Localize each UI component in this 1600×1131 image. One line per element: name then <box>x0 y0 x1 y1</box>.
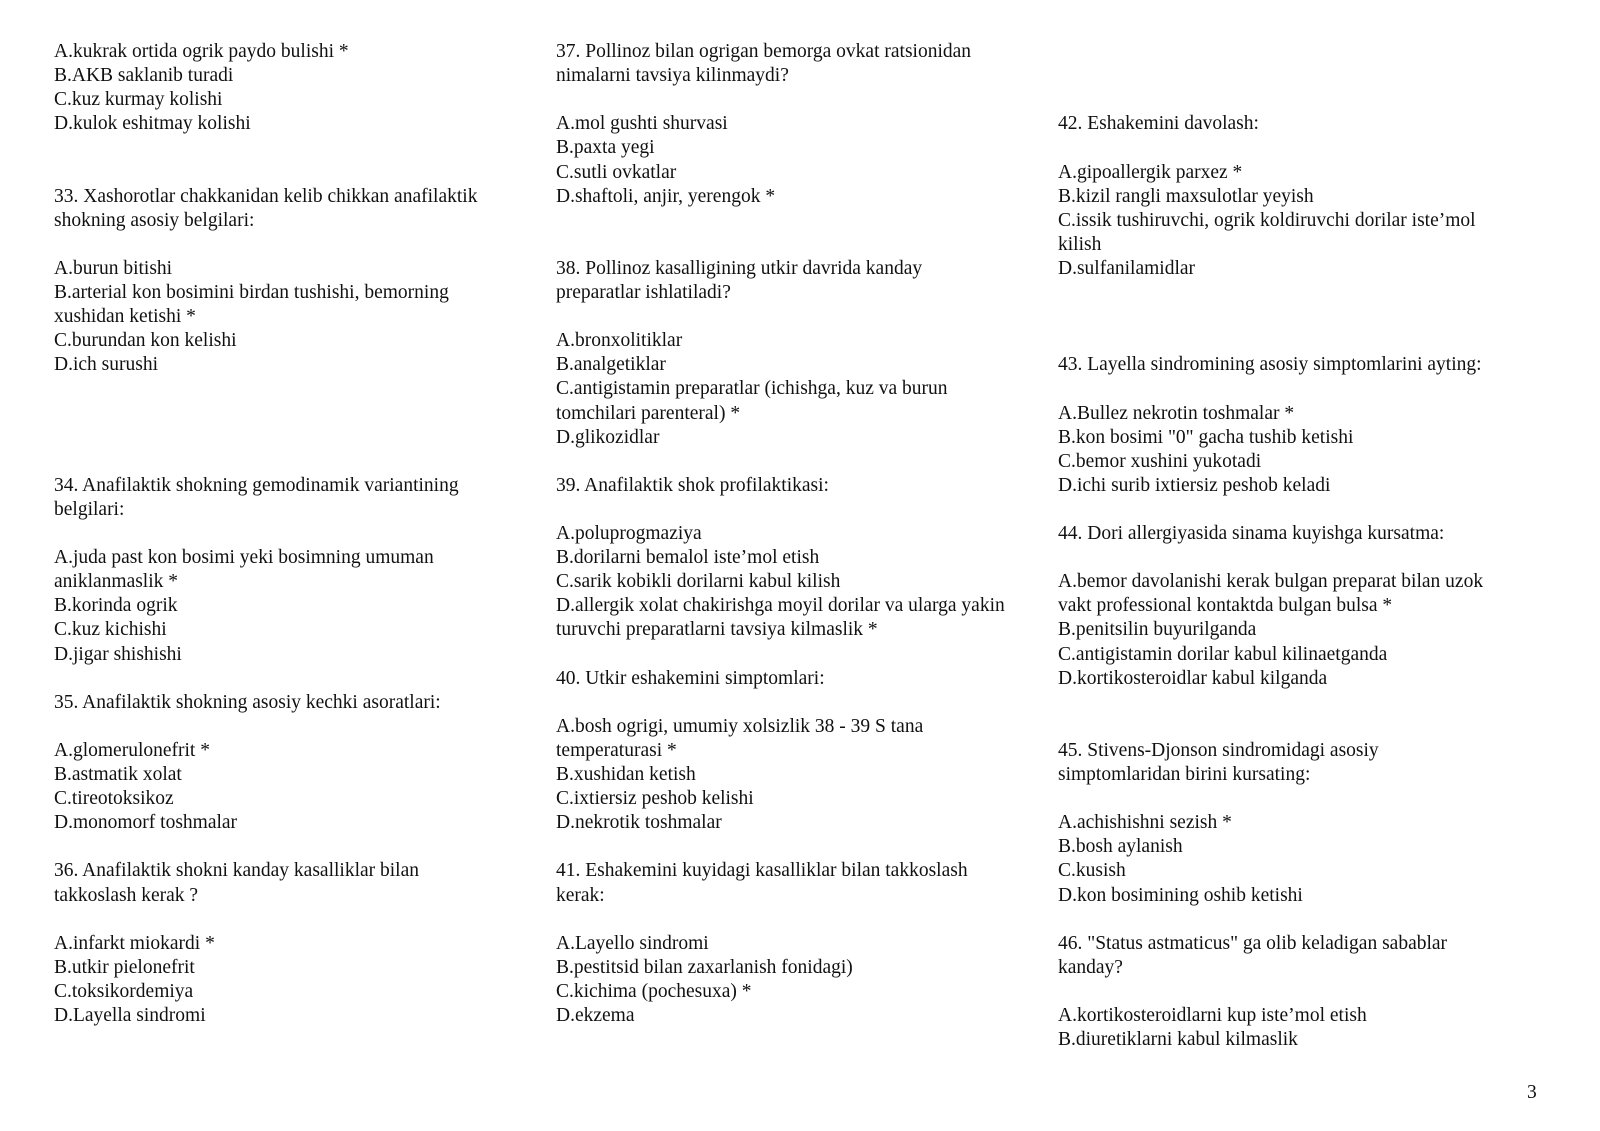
text-line: C.toksikordemiya <box>54 980 194 1002</box>
text-line: C.antigistamin dorilar kabul kilinaetganda <box>1058 643 1388 665</box>
text-line: C.sarik kobikli dorilarni kabul kilish <box>556 571 841 593</box>
text-line: preparatlar ishlatiladi? <box>556 282 731 303</box>
text-line: B.kon bosimi "0" gacha tushib ketishi <box>1058 426 1354 448</box>
text-line: C.bemor xushini yukotadi <box>1058 450 1262 472</box>
text-line: A.juda past kon bosimi yeki bosimning umuman <box>54 547 434 569</box>
text-line: D.shaftoli, anjir, yerengok * <box>556 185 776 207</box>
text-line: D.kon bosimining oshib ketishi <box>1058 884 1303 906</box>
text-line: A.bronxolitiklar <box>556 330 683 352</box>
text-line: kilish <box>1058 233 1102 255</box>
text-line: D.kulok eshitmay kolishi <box>54 113 251 135</box>
text-line: takkoslash kerak ? <box>54 884 199 906</box>
text-line: C.kuz kurmay kolishi <box>54 89 223 111</box>
text-line: B.AKB saklanib turadi <box>54 65 234 87</box>
text-line: C.ixtiersiz peshob kelishi <box>556 788 754 810</box>
text-line: B.analgetiklar <box>556 354 666 376</box>
text-line: D.jigar shishishi <box>54 643 182 665</box>
text-line: C.antigistamin preparatlar (ichishga, kuz va burun <box>556 378 948 400</box>
text-line: B.arterial kon bosimini birdan tushishi, bemorning <box>54 282 449 303</box>
text-line: A.bemor davolanishi kerak bulgan preparat bilan uzok <box>1058 571 1484 593</box>
text-line: D.Layella sindromi <box>54 1005 206 1026</box>
text-line: B.korinda ogrik <box>54 595 178 617</box>
text-line: A.burun bitishi <box>54 257 173 279</box>
text-line: B.pestitsid bilan zaxarlanish fonidagi) <box>556 956 853 978</box>
text-line: C.burundan kon kelishi <box>54 330 237 352</box>
text-line: A.kortikosteroidlarni kup iste’mol etish <box>1058 1005 1367 1026</box>
text-line: xushidan ketishi * <box>54 306 196 328</box>
text-line: temperaturasi * <box>556 739 677 761</box>
text-line: kerak: <box>556 884 605 906</box>
text-line: C.issik tushiruvchi, ogrik koldiruvchi dorilar iste’mol <box>1058 209 1476 231</box>
text-line: C.kichima (pochesuxa) * <box>556 980 752 1002</box>
text-line: A.poluprogmaziya <box>556 523 702 544</box>
text-line: 37. Pollinoz bilan ogrigan bemorga ovkat ratsionidan <box>556 41 972 62</box>
text-line: 38. Pollinoz kasalligining utkir davrida kanday <box>556 257 923 279</box>
text-line: C.sutli ovkatlar <box>556 161 677 183</box>
text-line: 44. Dori allergiyasida sinama kuyishga kursatma: <box>1058 523 1445 544</box>
text-line: 35. Anafilaktik shokning asosiy kechki asoratlari: <box>54 691 441 713</box>
text-line: kanday? <box>1058 956 1123 978</box>
page-number: 3 <box>1527 1082 1537 1103</box>
text-line: turuvchi preparatlarni tavsiya kilmaslik * <box>556 619 878 641</box>
text-line: 39. Anafilaktik shok profilaktikasi: <box>556 474 829 496</box>
text-line: 33. Xashorotlar chakkanidan kelib chikkan anafilaktik <box>54 185 478 207</box>
text-line: 40. Utkir eshakemini simptomlari: <box>556 667 825 689</box>
text-line: D.ich surushi <box>54 354 158 376</box>
text-line: shokning asosiy belgilari: <box>54 209 255 231</box>
text-line: D.allergik xolat chakirishga moyil dorilar va ularga yakin <box>556 595 1005 617</box>
text-line: aniklanmaslik * <box>54 571 179 593</box>
text-line: 41. Eshakemini kuyidagi kasalliklar bilan takkoslash <box>556 860 968 882</box>
text-line: B.xushidan ketish <box>556 764 696 785</box>
text-line: D.glikozidlar <box>556 426 660 448</box>
text-line: B.kizil rangli maxsulotlar yeyish <box>1058 185 1314 207</box>
text-line: belgilari: <box>54 498 125 520</box>
text-line: vakt professional kontaktda bulgan bulsa * <box>1058 595 1393 617</box>
text-line: D.kortikosteroidlar kabul kilganda <box>1058 667 1328 689</box>
text-line: A.infarkt miokardi * <box>54 932 215 954</box>
text-line: C.kusish <box>1058 860 1126 882</box>
text-line: simptomlaridan birini kursating: <box>1058 764 1311 785</box>
text-line: A.kukrak ortida ogrik paydo bulishi * <box>54 41 349 62</box>
text-line: C.tireotoksikoz <box>54 788 174 810</box>
text-line: B.astmatik xolat <box>54 764 182 785</box>
text-line: C.kuz kichishi <box>54 619 167 641</box>
text-line: 46. "Status astmaticus" ga olib keladigan sabablar <box>1058 932 1448 954</box>
text-line: 42. Eshakemini davolash: <box>1058 113 1259 135</box>
text-line: B.utkir pielonefrit <box>54 956 195 978</box>
text-line: A.Layello sindromi <box>556 932 709 954</box>
text-line: B.paxta yegi <box>556 137 655 159</box>
text-line: 43. Layella sindromining asosiy simptomlarini ayting: <box>1058 354 1482 376</box>
text-line: 36. Anafilaktik shokni kanday kasalliklar bilan <box>54 860 420 882</box>
text-line: B.dorilarni bemalol iste’mol etish <box>556 547 820 569</box>
text-line: A.Bullez nekrotin toshmalar * <box>1058 402 1295 424</box>
text-line: 45. Stivens-Djonson sindromidagi asosiy <box>1058 739 1379 761</box>
text-line: B.diuretiklarni kabul kilmaslik <box>1058 1029 1298 1051</box>
text-line: A.bosh ogrigi, umumiy xolsizlik 38 - 39 S tana <box>556 715 924 737</box>
text-line: tomchilari parenteral) * <box>556 402 741 424</box>
text-line: B.bosh aylanish <box>1058 836 1183 858</box>
text-line: 34. Anafilaktik shokning gemodinamik variantining <box>54 474 459 496</box>
text-line: D.sulfanilamidlar <box>1058 257 1196 279</box>
text-line: A.gipoallergik parxez * <box>1058 161 1243 183</box>
text-line: nimalarni tavsiya kilinmaydi? <box>556 65 789 87</box>
text-line: D.monomorf toshmalar <box>54 812 238 834</box>
text-line: D.nekrotik toshmalar <box>556 812 722 834</box>
text-line: D.ekzema <box>556 1005 635 1026</box>
text-line: D.ichi surib ixtiersiz peshob keladi <box>1058 474 1331 496</box>
text-line: B.penitsilin buyurilganda <box>1058 619 1257 641</box>
text-line: A.achishishni sezish * <box>1058 812 1232 834</box>
text-line: A.mol gushti shurvasi <box>556 113 728 135</box>
text-line: A.glomerulonefrit * <box>54 739 210 761</box>
